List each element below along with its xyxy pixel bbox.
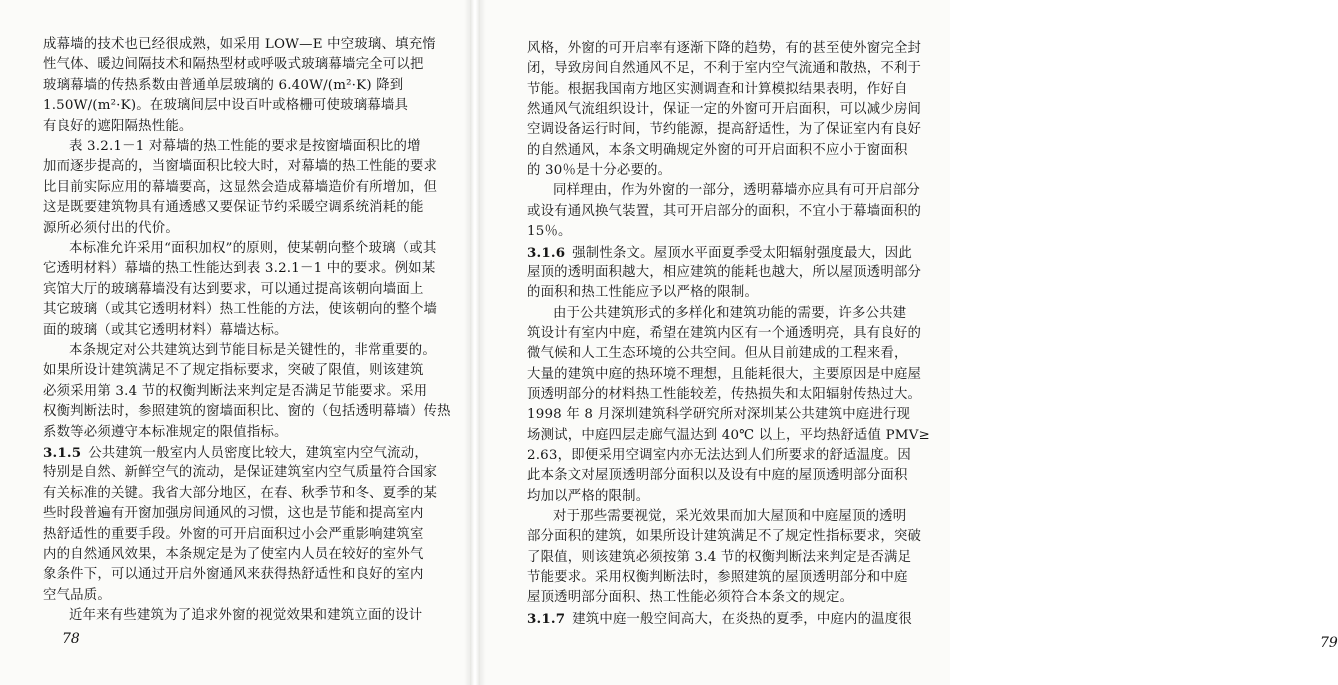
line-text: 的 30％是十分必要的。 xyxy=(527,163,672,179)
text-line xyxy=(43,544,428,566)
text-line xyxy=(527,547,917,569)
text-line xyxy=(527,608,917,631)
line-text: 屋顶的透明面积越大，相应建筑的能耗也越大，所以屋顶透明部分 xyxy=(527,264,922,280)
text-line xyxy=(43,34,436,56)
line-text: 本条规定对公共建筑达到节能目标是关键性的，非常重要的。 xyxy=(69,343,436,358)
text-line xyxy=(43,401,451,423)
text-line xyxy=(43,585,428,607)
line-text: 特别是自然、新鲜空气的流动，是保证建筑室内空气质量符合国家 xyxy=(43,465,438,481)
line-text: 风格，外窗的可开启率有逐渐下降的趋势，有的甚至使外窗完全封 xyxy=(527,41,922,56)
right-page xyxy=(480,0,1338,685)
text-line xyxy=(43,524,428,546)
line-text: 它透明材料）幕墙的热工性能达到表 3.2.1－1 中的要求。例如某 xyxy=(43,261,436,277)
text-line xyxy=(43,422,428,444)
line-text: 节能要求。采用权衡判断法时，参照建筑的屋顶透明部分和中庭 xyxy=(527,570,908,586)
text-line xyxy=(527,79,917,101)
text-line xyxy=(527,221,917,243)
line-text: 公共建筑一般室内人员密度比较大，建筑室内空气流动， xyxy=(88,446,428,461)
line-text: 此本条文对屋顶透明部分面积以及设有中庭的屋顶透明部分面积 xyxy=(527,468,908,484)
book-spine xyxy=(470,0,480,685)
line-text: 部分面积的建筑，如果所设计建筑满足不了规定性指标要求，突破 xyxy=(527,529,922,545)
line-text: 15％。 xyxy=(527,224,572,240)
line-text: 1.50W/(m²·K)。在玻璃间层中设百叶或格栅可使玻璃幕墙具 xyxy=(43,98,409,114)
line-text: 微气候和人工生态环境的公共空间。但从目前建成的工程来看， xyxy=(527,346,908,362)
text-line xyxy=(527,384,922,406)
line-text: 场测试，中庭四层走廊气温达到 40℃ 以上，平均热舒适值 PMV≥ xyxy=(527,427,930,443)
line-text: 空气品质。 xyxy=(43,587,111,603)
text-line xyxy=(43,95,428,117)
line-text: 源所必须付出的代价。 xyxy=(43,220,179,236)
line-text: 大量的建筑中庭的热环境不理想，且能耗很大，主要原因是中庭屋 xyxy=(527,366,922,382)
line-text: 的自然通风，本条文明确规定外窗的可开启面积不应小于窗面积 xyxy=(527,142,908,158)
line-text: 有关标准的关键。我省大部分地区，在春、秋季节和冬、夏季的某 xyxy=(43,485,438,501)
line-text: 比目前实际应用的幕墙要高，这显然会造成幕墙造价有所增加，但 xyxy=(43,179,438,195)
line-text: 有良好的遮阳隔热性能。 xyxy=(43,118,193,134)
text-line xyxy=(527,38,922,60)
line-text: 性气体、暖边间隔技术和隔热型材或呼吸式玻璃幕墙完全可以把 xyxy=(43,57,424,73)
line-text: 对于那些需要视觉，采光效果而加大屋顶和中庭屋顶的透明 xyxy=(553,509,907,525)
text-line xyxy=(43,340,436,362)
text-line xyxy=(527,343,917,365)
line-text: 成幕墙的技术也已经很成熟，如采用 LOW—E 中空玻璃、填充惰 xyxy=(43,37,436,52)
text-line xyxy=(43,483,438,505)
line-text: 宾馆大厅的玻璃幕墙没有达到要求，可以通过提高该朝向墙面上 xyxy=(43,281,424,297)
text-line xyxy=(527,160,917,182)
line-text: 1998 年 8 月深圳建筑科学研究所对深圳某公共建筑中庭进行现 xyxy=(527,407,911,423)
text-line xyxy=(527,58,922,80)
text-line xyxy=(43,75,428,97)
text-line xyxy=(43,360,428,382)
line-text: 强制性条文。屋顶水平面夏季受太阳辐射强度最大，因此 xyxy=(572,245,912,261)
text-line xyxy=(43,197,428,219)
text-line xyxy=(43,54,428,76)
line-text: 权衡判断法时，参照建筑的窗墙面积比、窗的（包括透明幕墙）传热 xyxy=(43,404,451,420)
line-text: 顶透明部分的材料热工性能较差，传热损失和太阳辐射传热过大。 xyxy=(527,386,922,402)
line-text: 其它玻璃（或其它透明材料）热工性能的方法，使该朝向的整个墙 xyxy=(43,302,438,318)
line-text: 或设有通风换气装置，其可开启部分的面积，不宜小于幕墙面积的 xyxy=(527,203,922,219)
text-line xyxy=(527,486,917,508)
text-line xyxy=(43,258,436,280)
line-text: 的面积和热工性能应予以严格的限制。 xyxy=(527,285,759,301)
text-line xyxy=(43,156,438,178)
line-text: 表 3.2.1－1 对幕墙的热工性能的要求是按窗墙面积比的增 xyxy=(69,139,421,154)
text-line xyxy=(527,465,917,487)
text-line xyxy=(527,323,922,345)
line-text: 2.63，即便采用空调室内亦无法达到人们所要求的舒适温度。因 xyxy=(527,448,911,463)
right-page-number: 79 xyxy=(1320,635,1338,651)
section-number: 3.1.5 xyxy=(43,445,82,461)
text-line xyxy=(43,299,438,321)
line-text: 如果所设计建筑满足不了规定指标要求，突破了限值，则该建筑 xyxy=(43,363,424,379)
line-text: 均加以严格的限制。 xyxy=(527,488,650,504)
line-text: 同样理由，作为外窗的一部分，透明幕墙亦应具有可开启部分 xyxy=(553,183,920,199)
text-line xyxy=(527,99,922,121)
line-text: 然通风气流组织设计，保证一定的外窗可开启面积，可以减少房间 xyxy=(527,102,922,118)
left-page xyxy=(0,0,470,685)
text-line xyxy=(43,218,428,240)
line-text: 内的自然通风效果，本条规定是为了使室内人员在较好的室外气 xyxy=(43,547,424,562)
text-line xyxy=(43,564,428,586)
text-line xyxy=(43,381,428,403)
text-line xyxy=(43,462,438,484)
text-line xyxy=(43,279,428,301)
left-page-number: 78 xyxy=(62,631,80,647)
line-text: 热舒适性的重要手段。外窗的可开启面积过小会严重影响建筑室 xyxy=(43,526,424,542)
line-text: 本标准允许采用“面积加权”的原则，使某朝向整个玻璃（或其 xyxy=(69,241,437,256)
line-text: 这是既要建筑物具有通透感又要保证节约采暖空调系统消耗的能 xyxy=(43,200,424,216)
text-line xyxy=(527,180,920,202)
line-text: 建筑中庭一般空间高大，在炎热的夏季，中庭内的温度很 xyxy=(572,611,912,627)
line-text: 必须采用第 3.4 节的权衡判断法来判定是否满足节能要求。采用 xyxy=(43,383,428,399)
line-text: 屋顶透明部分面积、热工性能必须符合本条文的规定。 xyxy=(527,590,854,606)
line-text: 近年来有些建筑为了追求外窗的视觉效果和建筑立面的设计 xyxy=(69,608,423,624)
line-text: 些时段普遍有开窗加强房间通风的习惯，这也是节能和提高室内 xyxy=(43,506,424,522)
line-text: 空调设备运行时间，节约能源，提高舒适性，为了保证室内有良好 xyxy=(527,122,922,138)
line-text: 玻璃幕墙的传热系数由普通单层玻璃的 6.40W/(m²·K) 降到 xyxy=(43,77,404,93)
text-line xyxy=(43,503,428,525)
section-number: 3.1.7 xyxy=(527,610,566,627)
text-line xyxy=(527,262,922,284)
line-text: 加而逐步提高的，当窗墙面积比较大时，对幕墙的热工性能的要求 xyxy=(43,159,438,175)
text-line xyxy=(527,567,917,589)
text-line xyxy=(527,404,917,426)
text-line xyxy=(527,201,922,223)
line-text: 面的玻璃（或其它透明材料）幕墙达标。 xyxy=(43,322,288,338)
text-line xyxy=(527,282,917,304)
text-line xyxy=(527,303,917,325)
text-line xyxy=(527,140,917,162)
text-line xyxy=(43,116,428,138)
line-text: 闭，导致房间自然通风不足，不利于室内空气流通和散热，不利于 xyxy=(527,61,922,77)
right-page-fold-shadow xyxy=(480,0,486,685)
text-line xyxy=(43,605,428,627)
line-text: 了限值，则该建筑必须按第 3.4 节的权衡判断法来判定是否满足 xyxy=(527,549,912,565)
line-text: 节能。根据我国南方地区实测调查和计算模拟结果表明，作好自 xyxy=(527,81,908,97)
text-line xyxy=(43,238,437,260)
line-text: 筑设计有室内中庭，希望在建筑内区有一个通透明亮，具有良好的 xyxy=(527,325,922,341)
text-line xyxy=(527,425,930,447)
text-line xyxy=(527,526,922,548)
text-line xyxy=(527,364,922,386)
line-text: 象条件下，可以通过开启外窗通风来获得热舒适性和良好的室内 xyxy=(43,567,424,583)
text-line xyxy=(527,119,922,141)
text-line xyxy=(43,320,428,342)
text-line xyxy=(527,506,917,528)
line-text: 由于公共建筑形式的多样化和建筑功能的需要，许多公共建 xyxy=(553,305,907,321)
text-line xyxy=(43,177,438,199)
text-line xyxy=(527,587,917,609)
text-line xyxy=(527,445,917,467)
line-text: 系数等必须遵守本标准规定的限值指标。 xyxy=(43,424,288,440)
text-line xyxy=(43,136,428,158)
section-number: 3.1.6 xyxy=(527,244,566,261)
